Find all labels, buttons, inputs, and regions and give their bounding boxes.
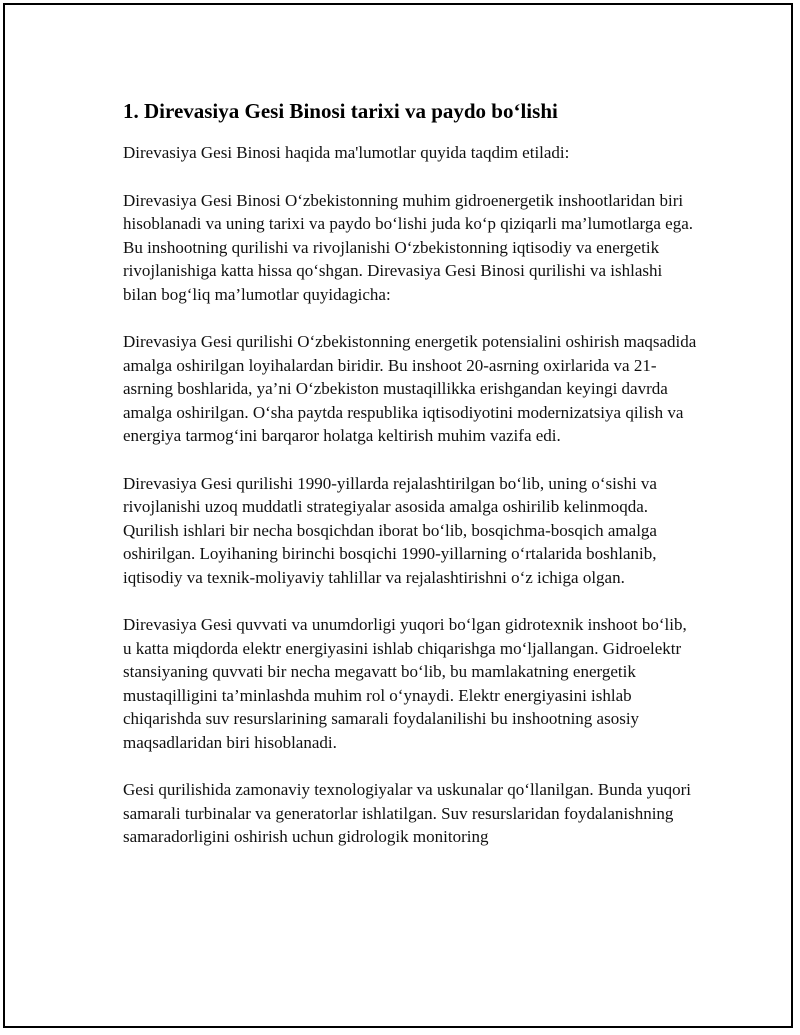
document-title: 1. Direvasiya Gesi Binosi tarixi va paydo bo‘lishi (123, 99, 558, 123)
paragraph-1: Direvasiya Gesi Binosi O‘zbekistonning muhim gidroenergetik inshootlaridan biri hisoblanadi va uning tarixi va paydo bo‘lishi juda ko‘p qiziqarli ma’lumotlarga ega. Bu inshootning qurilishi va rivojlanishi O‘zbekistonning iqtisodiy va energetik rivojlanishiga katta hissa qo‘shgan. Direvasiya Gesi Binosi qurilishi va ishlashi bilan bog‘liq ma’lumotlar quyidagicha: (123, 190, 693, 304)
paragraph-3: Direvasiya Gesi qurilishi 1990-yillarda rejalashtirilgan bo‘lib, uning o‘sishi va rivojlanishi uzoq muddatli strategiyalar asosida amalga oshirilib kelinmoqda. Qurilish ishlari bir necha bosqichdan iborat bo‘lib, bosqichma-bosqich amalga oshirilgan. Loyihaning birinchi bosqichi 1990-yillarning o‘rtalarida boshlanib, iqtisodiy va texnik-moliyaviy tahlillar va rejalashtirishni o‘z ichiga olgan. (123, 473, 657, 587)
intro-paragraph: Direvasiya Gesi Binosi haqida ma'lumotlar quyida taqdim etiladi: (123, 143, 570, 162)
paragraph-5: Gesi qurilishida zamonaviy texnologiyalar va uskunalar qo‘llanilgan. Bunda yuqori samarali turbinalar va generatorlar ishlatilgan. Suv resurslaridan foydalanishning samaradorligini oshirish uchun gidrologik monitoring (123, 780, 691, 846)
paragraph-4: Direvasiya Gesi quvvati va unumdorligi yuqori bo‘lgan gidrotexnik inshoot bo‘lib, u katta miqdorda elektr energiyasini ishlab chiqarishga mo‘ljallangan. Gidroelektr stansiyaning quvvati bir necha megavatt bo‘lib, bu mamlakatning energetik mustaqilligini ta’minlashda muhim rol o‘ynaydi. Elektr energiyasini ishlab chiqarishda suv resurslarining samarali foydalanilishi bu inshootning asosiy maqsadlaridan biri hisoblanadi. (123, 615, 687, 752)
document-body (123, 97, 698, 873)
paragraph-2: Direvasiya Gesi qurilishi O‘zbekistonning energetik potensialini oshirish maqsadida amalga oshirilgan loyihalardan biridir. Bu inshoot 20-asrning oxirlarida va 21-asrning boshlarida, ya’ni O‘zbekiston mustaqillikka erishgandan keyingi davrda amalga oshirilgan. O‘sha paytda respublika iqtisodiyotini modernizatsiya qilish va energiya tarmog‘ini barqaror holatga keltirish muhim vazifa edi. (123, 332, 697, 445)
page-frame (3, 3, 793, 1028)
